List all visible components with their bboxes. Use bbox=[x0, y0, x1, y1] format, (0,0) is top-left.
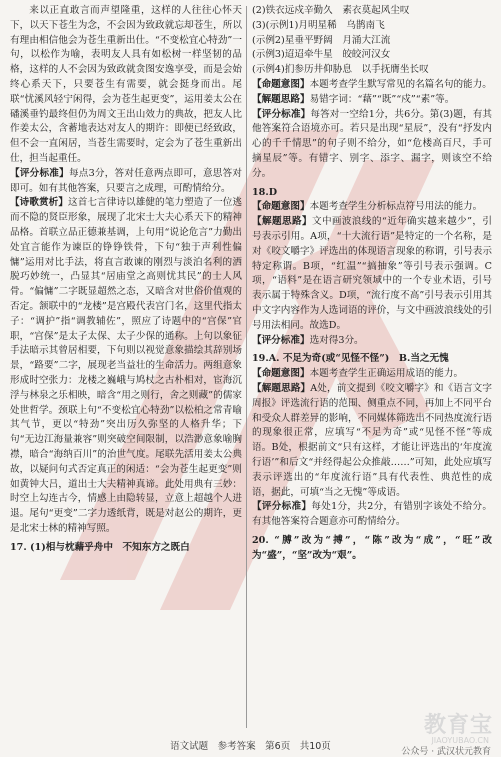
left-column bbox=[10, 4, 242, 555]
approach-block bbox=[252, 215, 492, 333]
tag-label: 【命题意图】 bbox=[252, 78, 310, 90]
block-text: A处，前文提到《咬文嚼字》和《语言文字周报》评选流行语的范围、侧重点不同，再加上不同平台和受众人群差异的影响，不同媒体筛选出不同热度流行语的现象很正常，应填写“不足为奇”或“见怪不怪”等成语。B处，根据前文“只有这样，才能让评选出的‘年度流行语’”和后文“并经得起公众推敲……”可知，此处应填写表示评选出的“年度流行语”具有代表性、典范性的成语，据此，可填“当之无愧”等成语。 bbox=[252, 382, 492, 498]
tag-label: 【解题思路】 bbox=[252, 382, 311, 394]
logo-domain: JIAOYUBAO.CN bbox=[431, 736, 489, 745]
scoring-standard-1 bbox=[10, 167, 242, 197]
tag-label: 【诗歌赏析】 bbox=[10, 197, 69, 209]
approach-block bbox=[252, 93, 492, 108]
question-19: 19.A. 不足为奇(或“见怪不怪”) B.当之无愧 bbox=[252, 353, 449, 365]
tag-label: 【评分标准】 bbox=[252, 334, 310, 346]
tag-label: 【评分标准】 bbox=[252, 501, 312, 513]
logo-text: 教育宝 bbox=[423, 713, 493, 738]
tag-label: 【评分标准】 bbox=[252, 108, 311, 120]
question-18: 18.D bbox=[252, 186, 278, 198]
block-text: 选对得3分。 bbox=[309, 334, 364, 346]
intent-block bbox=[252, 367, 492, 382]
answer-line: (示例4)扪参历井仰胁息 以手抚膺坐长叹 bbox=[252, 64, 429, 76]
tag-label: 【解题思路】 bbox=[252, 93, 310, 105]
appreciation-text: 这首七言律诗以雄健的笔力塑造了一位逃而不隐的贤臣形象，展现了北宋士大夫心系天下的精神品格。首联立品正德兼基调，上句用“说论危言”力勤出处宜言能作为谏臣的铮铮铁骨，下句“独于声利性偏慵”运用对比手法，将直言敢谏的刚烈与淡泊名利的洒脱巧妙统一，凸显其“居庙堂之高则忧其民”的士人风骨。“偏慵”二字既显超然之态，又暗含对世俗价值观的否定。颔联中的“龙楼”是宫殿代表宫门名，这里代指太子：“调护”指“调教辅佐”，照应了诗题中的“宫保”官职，“宫保”是太子太保、太子少保的通称。上句以象征手法暗示其曾居相要，下句则以视觉意象描绘其辞别场景，“路要”二字，展现老当益壮的生命活力。两组意象形成时空张力：龙楼之巍峨与鸠杖之古朴相对，宦海沉浮与林泉之乐相映，暗含“用之则行，舍之则藏”的儒家处世哲学。颈联上句“不变松宜心特劲”以松柏之常青喻其气节，更以“特劲”突出历久弥坚的人格升华；下句“无边江海量兼容”则突破空间限制，以浩渺意象喻胸襟，暗合“海纳百川”的治世气度。尾联先活用姜太公典故，以疑问句式否定真正的闲适：“会为苍生起更变”则如黄钟大吕，道出士大夫精神真谛。此处用典有三妙：时空上勾连古今，情感上由隐转显，立意上超越个人进退。尾句“更变”二字力透纸背，既是对赵公的期许，更是北宋士林的精神写照。 bbox=[10, 197, 243, 534]
tag-label: 【解题思路】 bbox=[252, 216, 312, 228]
block-text: 每答对一空给1分，共6分。第(3)题，有其他答案符合语境亦可。若只是出现“星辰”，没有“抒发内心的千千情思”的句子则不给分，如“危楼高百尺，手可摘星辰”等。有错字、别字、添字、漏字，则该空不给分。 bbox=[252, 108, 493, 179]
right-column bbox=[252, 4, 492, 563]
intent-block bbox=[252, 78, 492, 93]
scoring-block bbox=[252, 334, 492, 349]
analysis-paragraph: 来以正直敢言而声望隆重，这样的人往往心怀天下，以天下苍生为念，不会因为致政就忘却苍生，所以有理由相信他会为苍生重新出仕。“不变松宜心特劲”一句，以松作为喻，表明友人具有如松树一样坚韧的品格，这样的人不会因为致政就贪图安逸享受，而是会始终心系天下，只要苍生有需要，就会挺身而出。尾联“忧溪风轻宁闲得，会为苍生起更变”，运用姜太公在磻溪垂钓最终但仍为周文王出山效力的典故，把友人比作姜太公，含蓄地表达对友人的期许：即便已经致政，但不会一直闲居，当苍生需要时，定会为了苍生重新出仕，担当起重任。 bbox=[10, 5, 242, 164]
wechat-credit: 公众号 · 武汉状元教育 bbox=[401, 747, 491, 757]
block-text: 本题考查学生分析标点符号用法的能力。 bbox=[309, 201, 483, 213]
column-divider bbox=[246, 6, 247, 728]
answer-line: (2)铁衣远戍辛勤久 素衣莫起风尘叹 bbox=[252, 5, 410, 16]
answer-line: (3)(示例1)月明星稀 乌鹊南飞 bbox=[252, 19, 385, 31]
scoring-text: 每点3分，答对任意两点即可，意思答对即可。如有其他答案，只要言之成理，可酌情给分。 bbox=[10, 167, 243, 194]
answer-line: (示例2)星垂平野阔 月涌大江流 bbox=[252, 34, 391, 46]
scoring-block bbox=[252, 108, 492, 182]
block-text: 每处1分，共2分，有错别字该处不给分。有其他答案符合题意亦可酌情给分。 bbox=[252, 501, 492, 528]
tag-label: 【评分标准】 bbox=[10, 167, 69, 179]
block-text: 易错字词：“藉”“既”“戍”“素”等。 bbox=[309, 93, 455, 105]
tag-label: 【命题意图】 bbox=[252, 368, 310, 380]
site-logo bbox=[345, 708, 495, 757]
block-text: 本题考查学生默写常见的名篇名句的能力。 bbox=[309, 78, 492, 90]
approach-block bbox=[252, 382, 492, 500]
poem-appreciation bbox=[10, 196, 242, 536]
question-20: 20. “膊”改为“搏”，“陈”改为“成”，“旺”改为“盛”，“坚”改为“艰”。 bbox=[252, 534, 492, 561]
answer-line: (示例3)迢迢牵牛星 皎皎河汉女 bbox=[252, 49, 391, 61]
intent-block bbox=[252, 200, 492, 215]
scoring-block bbox=[252, 500, 492, 530]
page-footer: 语文试题 参考答案 第6页 共10页 bbox=[170, 741, 331, 752]
tag-label: 【命题意图】 bbox=[252, 201, 310, 213]
block-text: 文中画波浪线的“近年确实越来越少”，引号表示引用。A项，“十大流行语”是特定的一个名称，是对《咬文嚼字》评选出的体现语言现象的称谓，引号表示特定称谓。B项，“红温”“搞抽象”等引号表示强调。C项，“语料”是在语言研究领域中的一个专业术语，引号表示属于特殊含义。D项，“流行度不高”引号表示引用其中文字内容作为人选词语的评价，与文中画波浪线处的引号用法相同。故选D。 bbox=[252, 216, 493, 331]
question-17: 17. (1)相与枕藉乎舟中 不知东方之既白 bbox=[10, 541, 190, 553]
block-text: 本题考查学生正确运用成语的能力。 bbox=[309, 368, 464, 380]
